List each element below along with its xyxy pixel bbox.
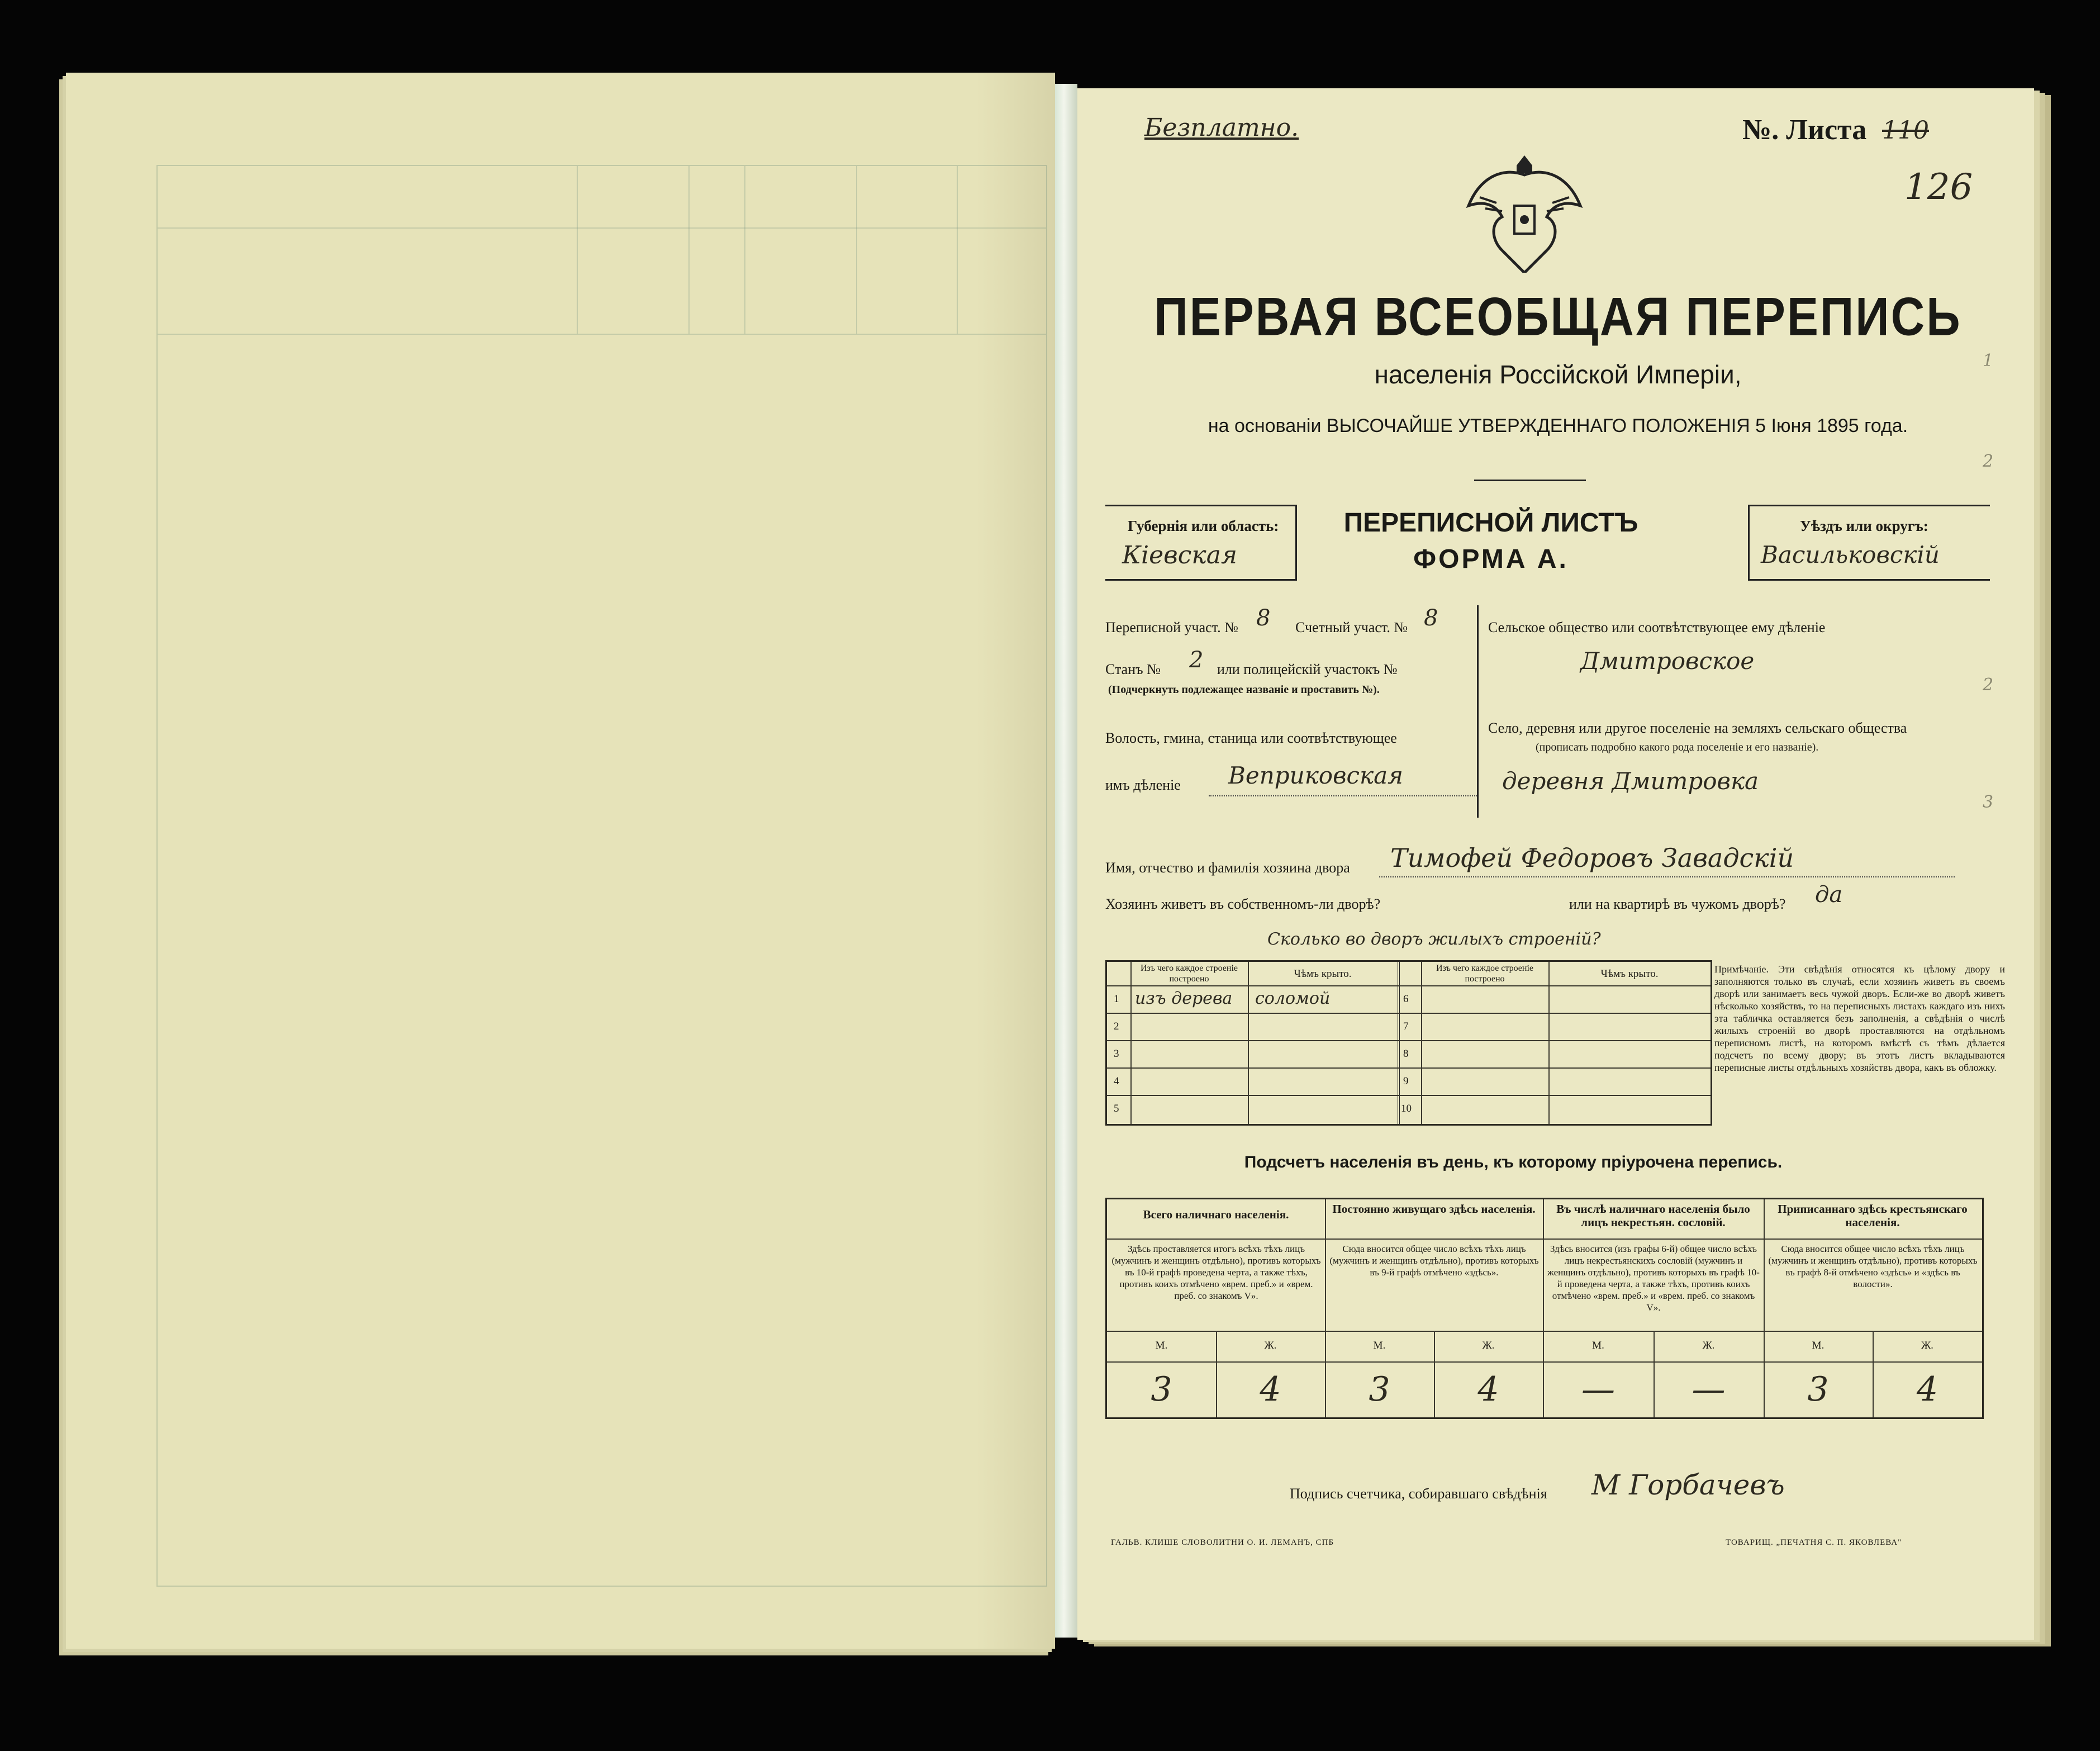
own-yard-value: да [1815, 882, 1843, 908]
census-district-value: 8 [1256, 605, 1271, 631]
buildings-table [1105, 960, 1712, 1126]
count-title: Подсчетъ населенія въ день, къ которому пріурочена перепись. [1244, 1153, 1783, 1171]
gubernia-box [1105, 505, 1297, 581]
stan-label: Станъ № [1105, 661, 1161, 677]
count-desc-registered: Сюда вносится общее число всѣхъ тѣхъ лицъ (мужчинъ и женщинъ отдѣльно), противъ которыхъ въ графѣ 8-й отмѣчено «здѣсь» и «здѣсь въ волости». [1768, 1244, 1978, 1289]
male-header: М. [1373, 1340, 1386, 1351]
police-district-label: или полицейскій участокъ № [1217, 661, 1398, 677]
head-material-left: Изъ чего каждое строеніе построено [1140, 964, 1238, 984]
uezd-box [1748, 505, 1990, 581]
village-label: Село, деревня или другое поселеніе на земляхъ сельскаго общества [1488, 720, 1907, 736]
free-label: Безплатно. [1144, 113, 1299, 142]
buildings-label: Сколько во дворъ жилыхъ строеній? [1267, 929, 1601, 949]
male-header: М. [1155, 1340, 1168, 1351]
sheet-title: ПЕРЕПИСНОЙ ЛИСТЪ [1343, 508, 1638, 538]
village-value: деревня Дмитровка [1502, 767, 1759, 795]
row-number: 2 [1114, 1021, 1119, 1032]
legal-basis: на основаніи ВЫСОЧАЙШЕ УТВЕРЖДЕННАГО ПОЛОЖЕНІЯ 5 Іюня 1895 года. [1208, 415, 1908, 436]
ornament-divider [1474, 480, 1586, 481]
buildings-note: Примѣчаніе. Эти свѣдѣнія относятся къ цѣлому двору и заполняются только въ случаѣ, если хозяинъ живетъ въ своемъ дворѣ или занимаетъ весь чужой дворъ. Если-же во дворѣ живетъ нѣсколько хозяйствъ, то на переписныхъ листахъ каждаго изъ нихъ эта табличка оставляется безъ заполненія, а свѣдѣнія о числѣ жилыхъ строеній во дворѣ проставляются на отдѣльномъ переписномъ листѣ, на которомъ вмѣстѣ съ тѣмъ дѣлается подсчетъ по всему двору; въ этотъ листъ вкладываются переписные листы отдѣльныхъ хозяйствъ двора, какъ въ обложку. [1714, 964, 2005, 1073]
count-desc-permanent: Сюда вносится общее число всѣхъ тѣхъ лицъ (мужчинъ и женщинъ отдѣльно), противъ которыхъ въ 9-й графѣ отмѣчено «здѣсь». [1329, 1244, 1539, 1278]
permanent-male-value: 3 [1369, 1370, 1390, 1409]
permanent-female-value: 4 [1477, 1370, 1499, 1409]
female-header: Ж. [1921, 1340, 1933, 1351]
enumerator-signature: М Горбачевъ [1591, 1469, 1785, 1501]
count-district-label: Счетный участ. № [1295, 619, 1408, 635]
registered-female-value: 4 [1916, 1370, 1939, 1409]
owner-value: Тимофей Федоровъ Завадскій [1390, 843, 1794, 873]
row-roof: соломой [1255, 989, 1331, 1008]
count-head-non-peasant: Въ числѣ наличнаго населенія было лицъ некрестьян. сословій. [1556, 1202, 1750, 1229]
sheet-number-struck: 110 [1882, 116, 1929, 145]
census-district-label: Переписной участ. № [1105, 619, 1238, 635]
stan-note: (Подчеркнуть подлежащее названіе и проставить №). [1108, 684, 1380, 696]
row-material: изъ дерева [1135, 989, 1233, 1008]
owner-line [1379, 876, 1955, 877]
female-header: Ж. [1482, 1340, 1495, 1351]
margin-mark: 2 [1983, 452, 1994, 471]
row-number: 5 [1114, 1103, 1119, 1114]
volost-line [1209, 795, 1477, 796]
page-title: ПЕРВАЯ ВСЕОБЩАЯ ПЕРЕПИСЬ [1154, 286, 1962, 347]
owner-label: Имя, отчество и фамилія хозяина двора [1105, 860, 1350, 876]
non-peasant-female-value: — [1692, 1370, 1726, 1409]
volost-value: Веприковская [1228, 762, 1403, 789]
female-header: Ж. [1264, 1340, 1277, 1351]
uezd-label: Уѣздъ или округъ: [1800, 518, 1928, 534]
village-note: (прописать подробно какого рода поселеніе и его названіе). [1536, 741, 1819, 753]
row-number: 7 [1403, 1021, 1409, 1032]
count-desc-non-peasant: Здѣсь вносится (изъ графы 6-й) общее число всѣхъ лицъ некрестьянскихъ сословій (мужчинъ и женщинъ отдѣльно), противъ которыхъ въ графѣ 10-й проведена черта, а также тѣхъ, противъ коихъ отмѣчено «врем. преб.» и «врем. преб. со знакомъ V». [1547, 1244, 1760, 1313]
imperial-eagle-emblem [1463, 144, 1586, 273]
census-form-page [1077, 88, 2034, 1640]
head-material-right: Изъ чего каждое строеніе построено [1436, 964, 1533, 984]
sheet-number-label: №. Листа [1742, 114, 1867, 146]
sheet-number-value: 126 [1904, 167, 1973, 208]
footer-left: ГАЛЬВ. КЛИШЕ СЛОВОЛИТНИ О. И. ЛЕМАНЪ, СПБ [1111, 1538, 1334, 1547]
book-spine [1055, 84, 1077, 1638]
count-district-value: 8 [1424, 605, 1438, 631]
male-header: М. [1592, 1340, 1604, 1351]
row-number: 9 [1403, 1075, 1409, 1087]
uezd-value: Васильковскій [1761, 541, 1940, 568]
society-label: Сельское общество или соотвѣтствующее ему дѣленіе [1488, 619, 1826, 635]
show-through-grid [156, 165, 1047, 1587]
stan-value: 2 [1189, 647, 1204, 673]
volost-label-2: имъ дѣленіе [1105, 777, 1181, 793]
signature-label: Подпись счетчика, собиравшаго свѣдѣнія [1290, 1486, 1547, 1502]
non-peasant-male-value: — [1581, 1370, 1615, 1409]
row-number: 3 [1114, 1048, 1119, 1060]
count-head-registered: Приписаннаго здѣсь крестьянскаго населенія. [1778, 1202, 1968, 1229]
volost-label: Волость, гмина, станица или соотвѣтствующее [1105, 730, 1397, 746]
female-header: Ж. [1702, 1340, 1715, 1351]
count-desc-total: Здѣсь проставляется итогъ всѣхъ тѣхъ лицъ (мужчинъ и женщинъ отдѣльно), противъ которыхъ въ 10-й графѣ проведена черта, а также тѣхъ, противъ коихъ отмѣчено «врем. преб.» и «врем. преб. со знакомъ V». [1111, 1244, 1321, 1301]
male-header: М. [1812, 1340, 1825, 1351]
count-head-permanent: Постоянно живущаго здѣсь населенія. [1332, 1202, 1536, 1216]
gubernia-label: Губернія или область: [1128, 518, 1279, 534]
gubernia-value: Кіевская [1122, 541, 1238, 570]
total-male-value: 3 [1151, 1370, 1172, 1409]
page-subtitle: населенія Россійской Имперіи, [1374, 360, 1742, 389]
row-number: 6 [1403, 993, 1409, 1005]
row-number: 1 [1114, 993, 1119, 1005]
row-number: 4 [1114, 1075, 1119, 1087]
count-head-total: Всего наличнаго населенія. [1143, 1208, 1289, 1221]
total-female-value: 4 [1260, 1370, 1281, 1409]
form-label: ФОРМА А. [1413, 544, 1569, 574]
row-number: 8 [1403, 1048, 1409, 1060]
footer-right: ТОВАРИЩ. „ПЕЧАТНЯ С. П. ЯКОВЛЕВА" [1726, 1538, 1902, 1547]
margin-mark: 2 [1983, 675, 1994, 695]
registered-male-value: 3 [1807, 1370, 1829, 1409]
margin-mark: 1 [1983, 351, 1994, 371]
own-yard-label: Хозяинъ живетъ въ собственномъ-ли дворѣ? [1105, 896, 1381, 912]
rent-label: или на квартирѣ въ чужомъ дворѣ? [1569, 896, 1786, 912]
margin-mark: 3 [1983, 793, 1994, 812]
head-roof-left: Чѣмъ крыто. [1294, 968, 1352, 980]
population-count-table [1105, 1198, 1984, 1419]
fields-divider [1477, 605, 1479, 818]
society-value: Дмитровское [1580, 647, 1755, 675]
row-number: 10 [1401, 1103, 1412, 1114]
head-roof-right: Чѣмъ крыто. [1600, 968, 1659, 980]
